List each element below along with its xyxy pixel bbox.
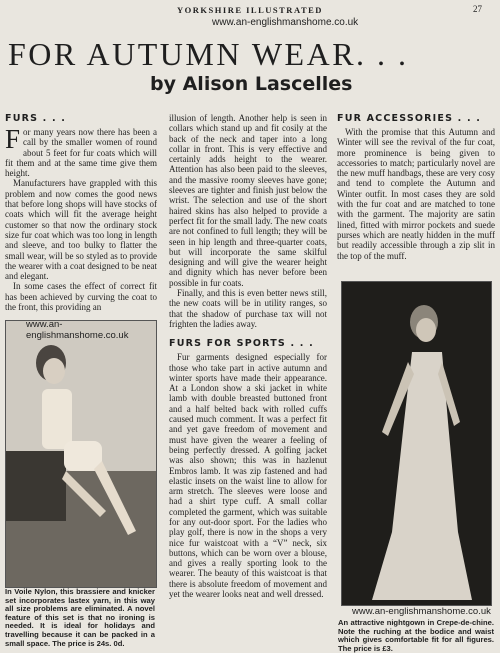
photo-nightgown (341, 281, 492, 606)
photo-caption-lingerie: In Voile Nylon, this brassiere and knicker set incorporates lastex yarn, in this way all size problems are eliminated. A novel feature of this set is that no ironing is needed. It is ideal for holidays and travelling because it can be packed in a small space. The price is 24s. 0d. (5, 587, 155, 648)
column-3 (337, 113, 495, 261)
paragraph: Fur garments designed especially for those who take part in active autumn and winter sports have made their appearance. At a London show a ski jacket in white lamb with double breasted buttoned front and a half belted back with rolled cuffs caused much comment. It was a perfect fit and yet gave freedom of movement and must have given the wearer a feeling of being perfectly dressed. A golfing jacket was also shown; this was in hazlenut Embros lamb. It was zip fastened and had elastic insets on the waist line to allow for arm stretch. The sleeves were loose and had a shirt type cuff. A small collar completed the garment, which was suitable for any out-door sport. For the ladies who play golf, there is now in the shops a very nice fur waistcoat with a “V” neck, six buttons, which can be worn over a blouse, and gives a really sporting look to the wearer. The beauty of this waistcoat is that there is absolute freedom of movement and yet the wearer looks neat and well dressed. (169, 352, 327, 600)
section-head-furs: FURS . . . (5, 113, 67, 124)
photo-watermark: www.an-englishmanshome.co.uk (26, 320, 129, 341)
page-number: 27 (473, 4, 482, 14)
paragraph (5, 124, 157, 179)
running-head: YORKSHIRE ILLUSTRATED (177, 5, 323, 15)
paragraph-text: or many years now there has been a call by the smaller women of round about 5 feet for fur coats which will fit them and at the same time give them height. (5, 127, 157, 179)
drop-cap: F (5, 124, 21, 154)
paragraph: With the promise that this Autumn and Winter will see the revival of the fur coat, more prominence is being given to accessories to match; particularly novel are the new muff handbags, these are very cosy and tend to complete the Autumn and Winter outfit. In most cases they are sold with the fur coat and are matched to tone with the garment. The majority are satin lined, fitted with mirror pockets and suede purses which are neatly hidden in the muff but readily accessible through a zip slit in the top of the muff. (337, 127, 495, 261)
section-head-fur-accessories: FUR ACCESSORIES . . . (337, 113, 482, 124)
paragraph: illusion of length. Another help is seen in collars which stand up and fit cosily at the back of the neck and taper into a long collar in front. This is very effective and certainly adds height to the wearer. Attention has also been paid to the sleeves, and the massive roomy sleeves have gone; sleeves are tighter and finish just below the wrist. The selection and use of the short haired skins has also helped to provide a perfect fit for the small lady. The new coats are not confined to full length; they will be seen in hip length and three-quarter coats, but will incorporate the same skilful designing and will give the wearer height and dignity which has never before been possible in fur coats. (169, 113, 327, 288)
paragraph: Manufacturers have grappled with this problem and now comes the good news that before long shops will have stocks of coats which will fit the average height customer so that now the ordinary stock size fur coat which was too long in length and sleeve, and too bulky to flatter the small wear, will be so styled as to provide the wearer with a coat designed to be neat and elegant. (5, 178, 157, 282)
photo-watermark: www.an-englishmanshome.co.uk (352, 606, 491, 617)
photo-caption-nightgown: An attractive nightgown in Crepe-de-chine. Note the ruching at the bodice and waist which gives comfortable fit for all figures. The price is £3. (338, 618, 494, 653)
paragraph: Finally, and this is even better news still, the new coats will be in utility ranges, so that the shadow of purchase tax will not frighten the ladies away. (169, 288, 327, 329)
watermark-url: www.an-englishmanshome.co.uk (212, 17, 359, 28)
article-title: FOR AUTUMN WEAR. . . (8, 36, 409, 72)
column-2 (169, 113, 327, 599)
article-byline: by Alison Lascelles (150, 73, 353, 95)
photo-lingerie (5, 320, 157, 588)
section-head-furs-for-sports: FURS FOR SPORTS . . . (169, 338, 314, 350)
paragraph: In some cases the effect of correct fit has been achieved by curving the coat to the front, this providing an (5, 281, 157, 313)
column-1 (5, 113, 157, 312)
